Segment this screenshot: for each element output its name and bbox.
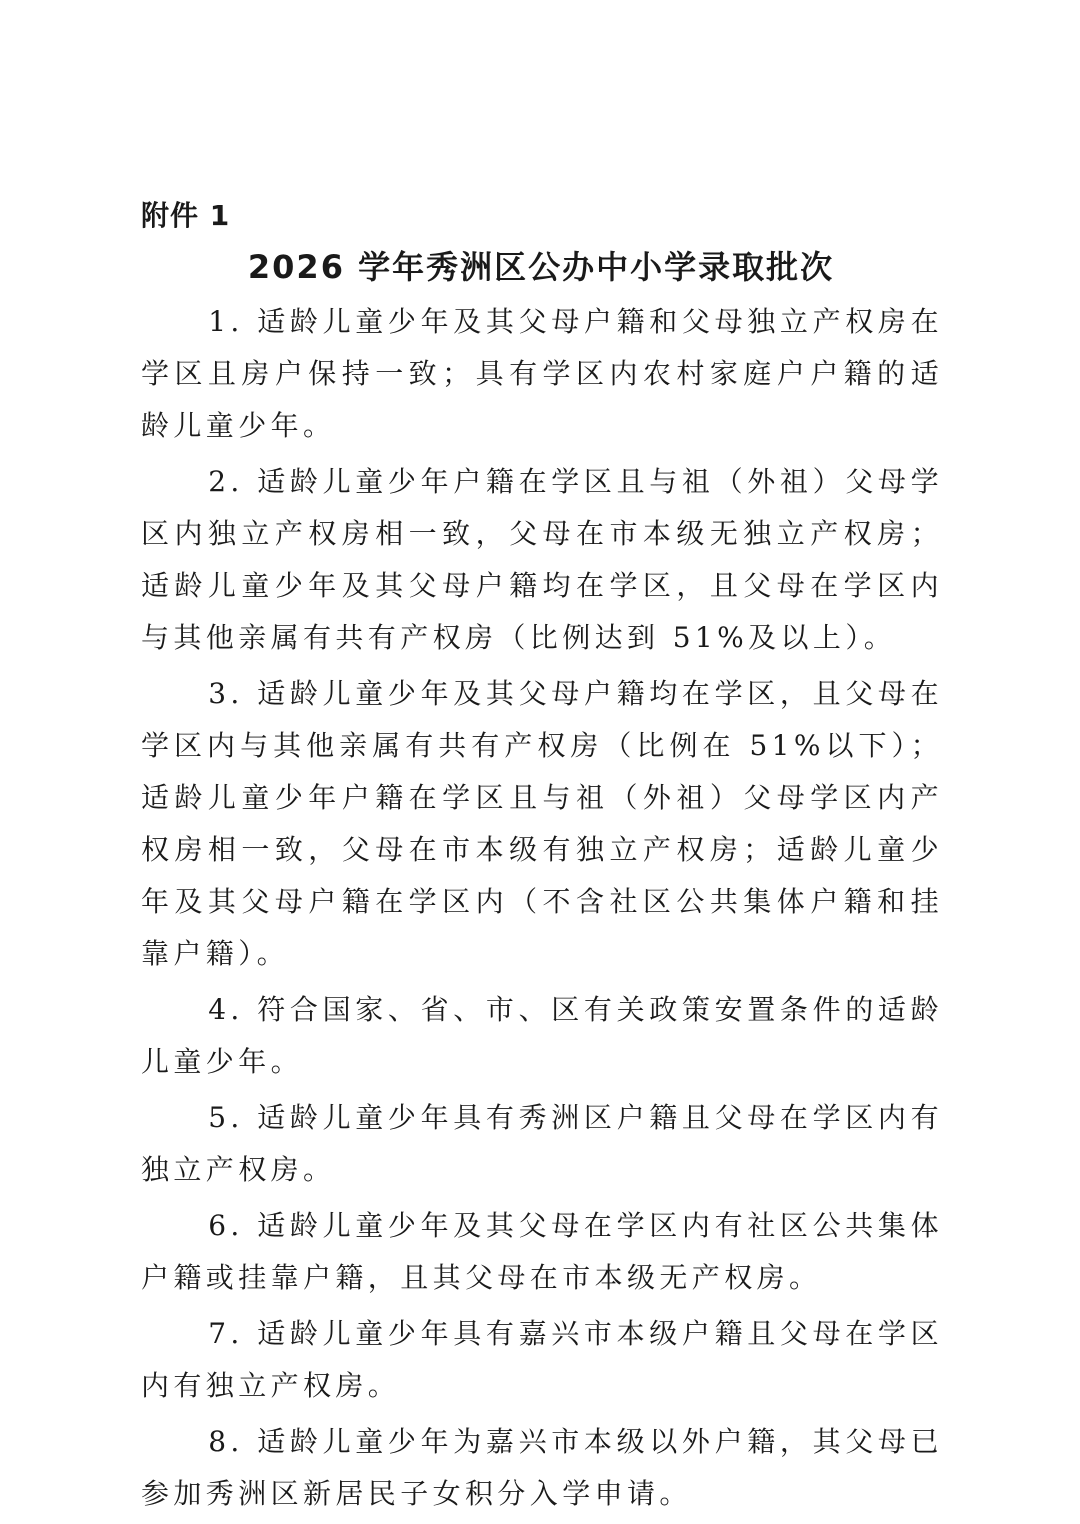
batch-item-3: 3. 适龄儿童少年及其父母户籍均在学区，且父母在学区内与其他亲属有共有产权房（比例在 51%以下）；适龄儿童少年户籍在学区且与祖（外祖）父母学区内产权房相一致，父母在市本级有独立产权房；适龄儿童少年及其父母户籍在学区内（不含社区公共集体户籍和挂靠户籍）。 bbox=[141, 677, 943, 970]
batch-item-5: 5. 适龄儿童少年具有秀洲区户籍且父母在学区内有独立产权房。 bbox=[141, 1101, 943, 1186]
document-title: 2026 学年秀洲区公办中小学录取批次 bbox=[247, 248, 835, 286]
batch-item-1: 1. 适龄儿童少年及其父母户籍和父母独立产权房在学区且房户保持一致；具有学区内农村家庭户户籍的适龄儿童少年。 bbox=[141, 305, 943, 442]
batch-item-2: 2. 适龄儿童少年户籍在学区且与祖（外祖）父母学区内独立产权房相一致，父母在市本级无独立产权房；适龄儿童少年及其父母户籍均在学区，且父母在学区内与其他亲属有共有产权房（比例达到 51%及以上）。 bbox=[141, 465, 943, 654]
batch-item-8: 8. 适龄儿童少年为嘉兴市本级以外户籍，其父母已参加秀洲区新居民子女积分入学申请。 bbox=[141, 1425, 943, 1510]
batch-item-6: 6. 适龄儿童少年及其父母在学区内有社区公共集体户籍或挂靠户籍，且其父母在市本级无产权房。 bbox=[141, 1209, 943, 1294]
batch-item-7: 7. 适龄儿童少年具有嘉兴市本级户籍且父母在学区内有独立产权房。 bbox=[141, 1317, 943, 1402]
attachment-label: 附件 1 bbox=[141, 199, 231, 232]
batch-item-4: 4. 符合国家、省、市、区有关政策安置条件的适龄儿童少年。 bbox=[141, 993, 943, 1078]
document-body bbox=[141, 296, 943, 1524]
